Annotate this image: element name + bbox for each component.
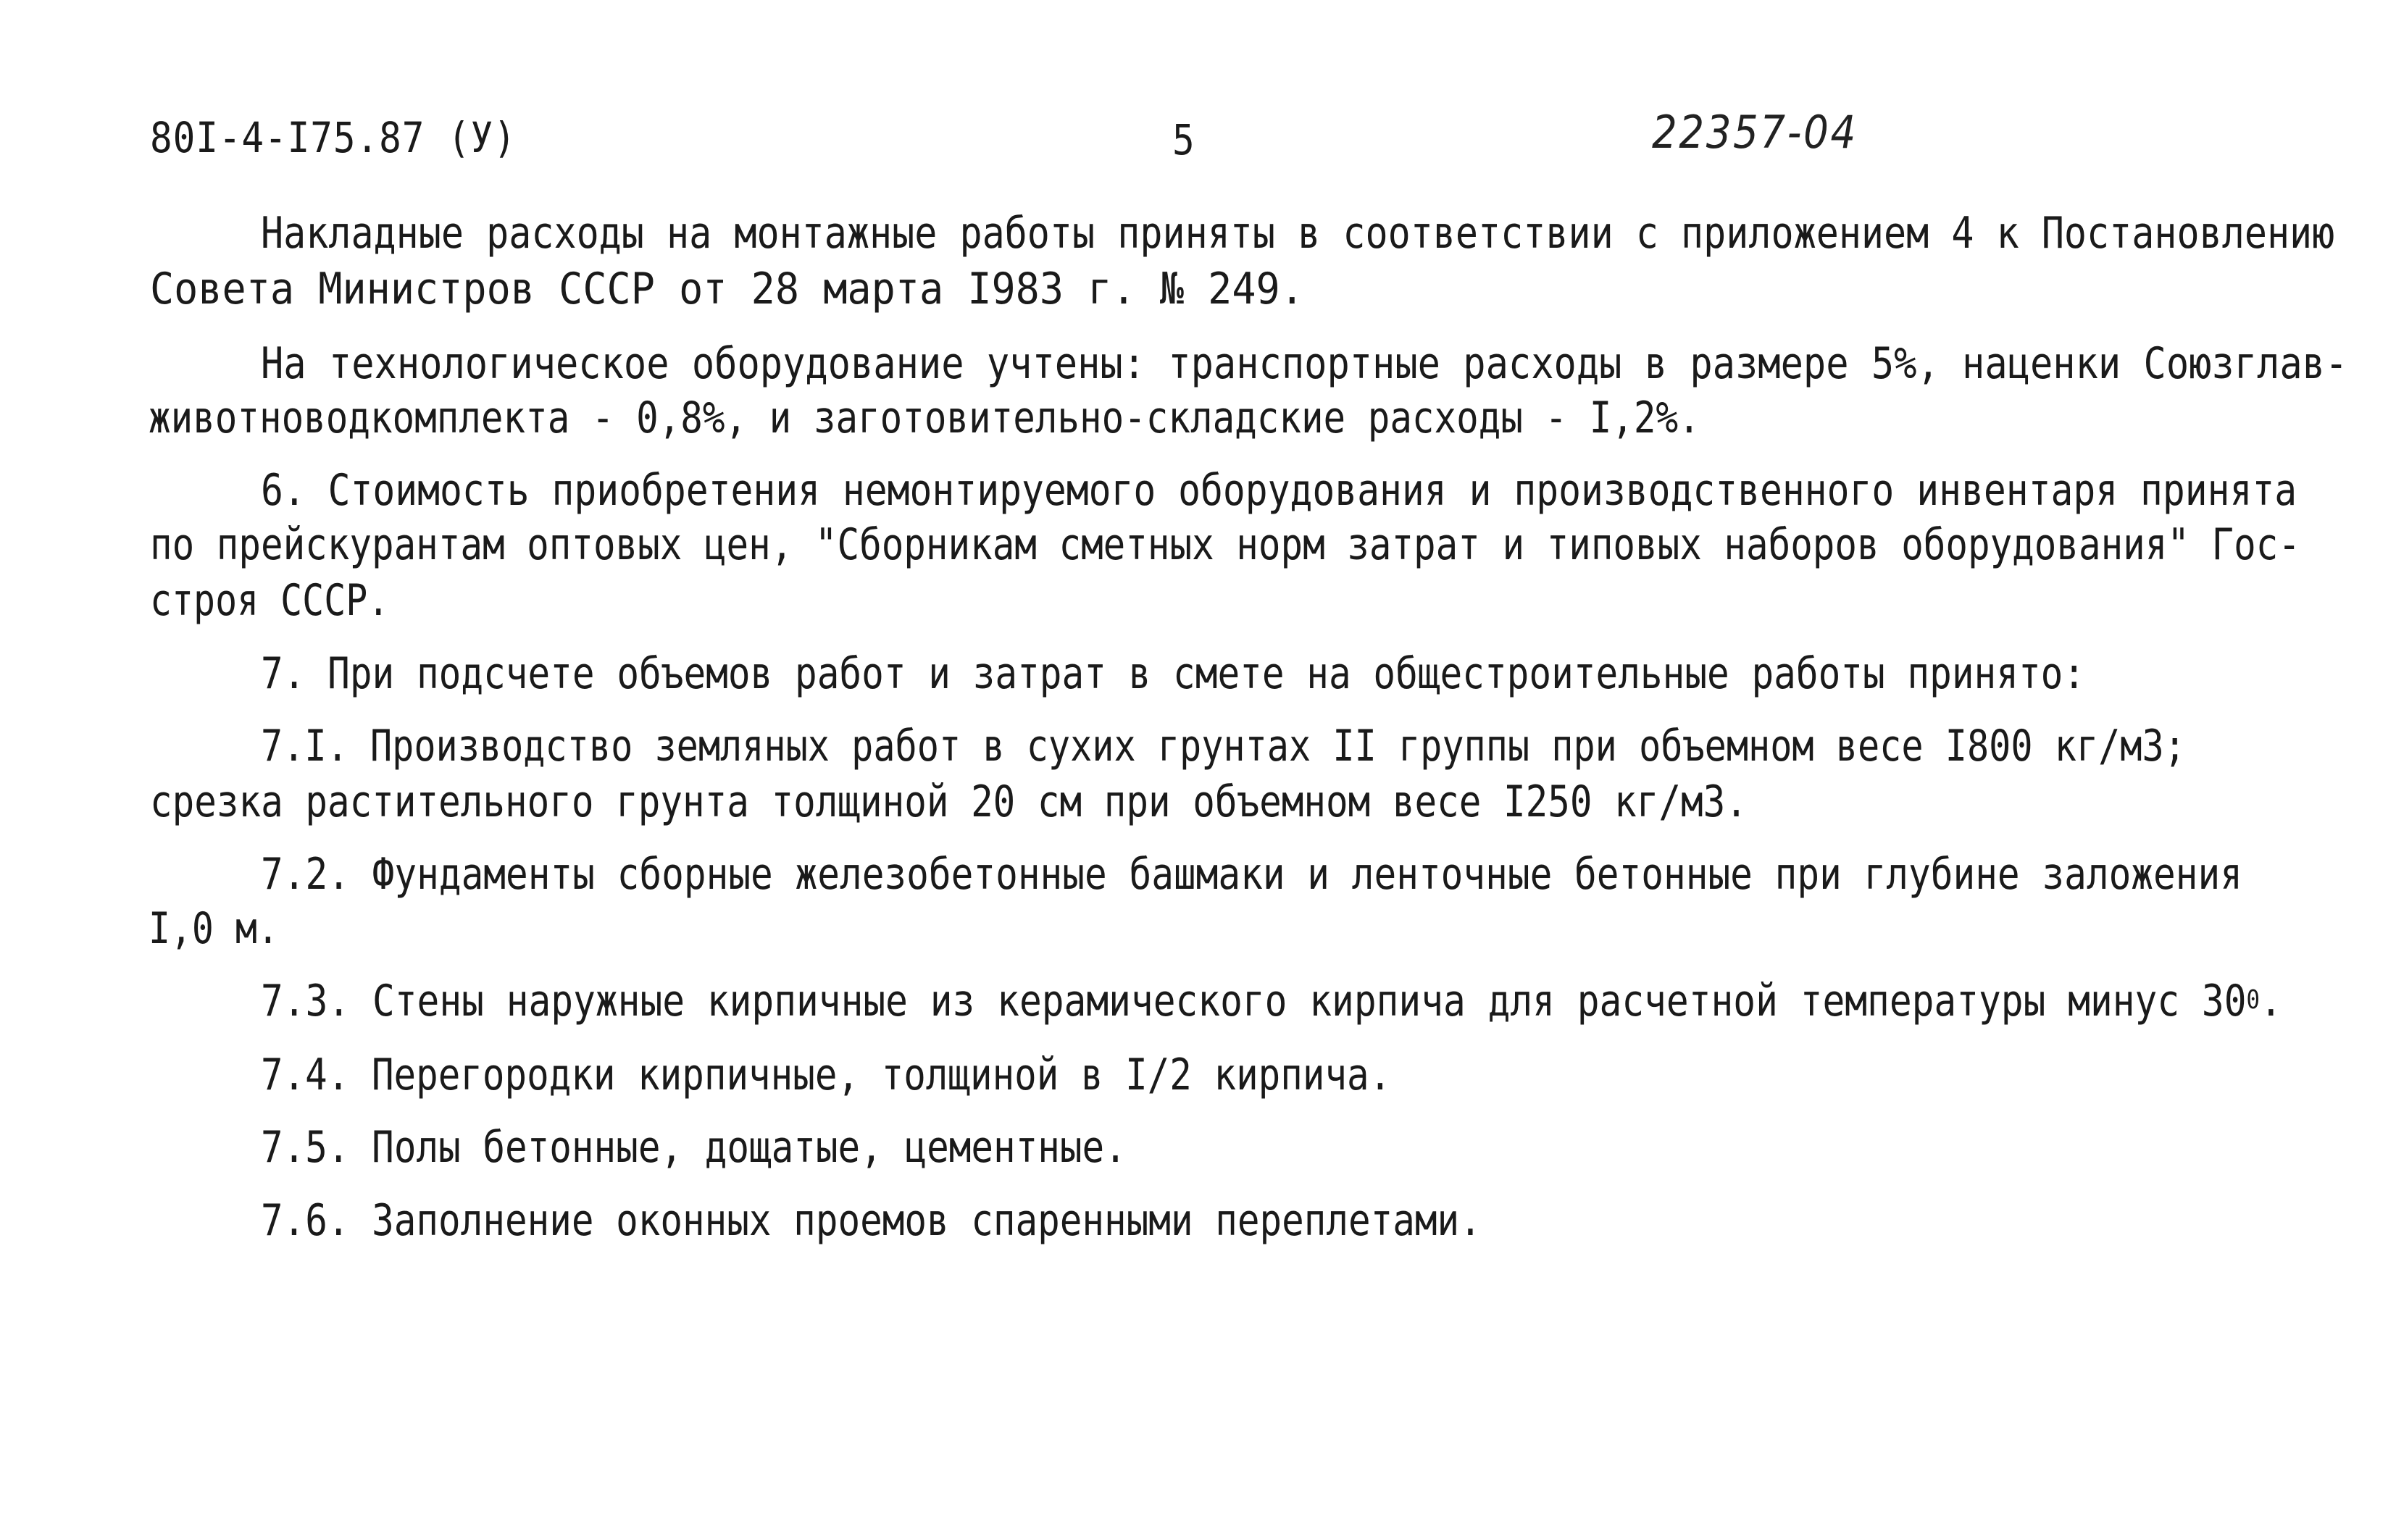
degree-superscript: 0 — [2246, 985, 2261, 1015]
paragraph-7-4-line-1: 7.4. Перегородки кирпичные, толщиной в I/2 кирпича. — [261, 1050, 1392, 1100]
paragraph-6-line-2: по прейскурантам оптовых цен, "Сборникам сметных норм затрат и типовых наборов оборудования" Гос- — [150, 519, 2300, 570]
paragraph-7-1-line-2: срезка растительного грунта толщиной 20 см при объемном весе I250 кг/м3. — [150, 777, 1748, 827]
paragraph-7-1-line-1: 7.I. Производство земляных работ в сухих грунтах II группы при объемном весе I800 кг/м3; — [261, 721, 2186, 771]
paragraph-7-5-line-1: 7.5. Полы бетонные, дощатые, цементные. — [261, 1122, 1127, 1173]
paragraph-6-line-1: 6. Стоимость приобретения немонтируемого оборудования и производственного инвентаря принята — [261, 465, 2297, 516]
paragraph-7-heading: 7. При подсчете объемов работ и затрат в смете на общестроительные работы принято: — [261, 648, 2086, 699]
paragraph-7-3-period: . — [2260, 976, 2282, 1026]
paragraph-overhead-line-2: Совета Министров СССР от 28 марта I983 г. № 249. — [150, 264, 1304, 314]
paragraph-7-3-line-1 — [261, 974, 2282, 1034]
paragraph-7-6-line-1: 7.6. Заполнение оконных проемов спаренными переплетами. — [261, 1195, 1482, 1246]
archive-number: 22357-04 — [1652, 106, 1858, 159]
paragraph-equipment-line-2: животноводкомплекта - 0,8%, и заготовительно-складские расходы - I,2%. — [149, 393, 1700, 443]
paragraph-7-2-line-1: 7.2. Фундаменты сборные железобетонные башмаки и ленточные бетонные при глубине заложения — [261, 849, 2242, 900]
paragraph-overhead-line-1: Накладные расходы на монтажные работы приняты в соответствии с приложением 4 к Постановлению — [261, 208, 2335, 259]
document-code: 80I-4-I75.87 (У) — [150, 113, 517, 162]
page-number: 5 — [1172, 115, 1195, 164]
paragraph-equipment-line-1: На технологическое оборудование учтены: транспортные расходы в размере 5%, наценки Союзглав- — [261, 338, 2348, 389]
paragraph-7-2-line-2: I,0 м. — [149, 903, 279, 954]
paragraph-6-line-3: строя СССР. — [150, 575, 390, 626]
paragraph-7-3-text: 7.3. Стены наружные кирпичные из керамического кирпича для расчетной температуры минус 30 — [261, 976, 2247, 1026]
